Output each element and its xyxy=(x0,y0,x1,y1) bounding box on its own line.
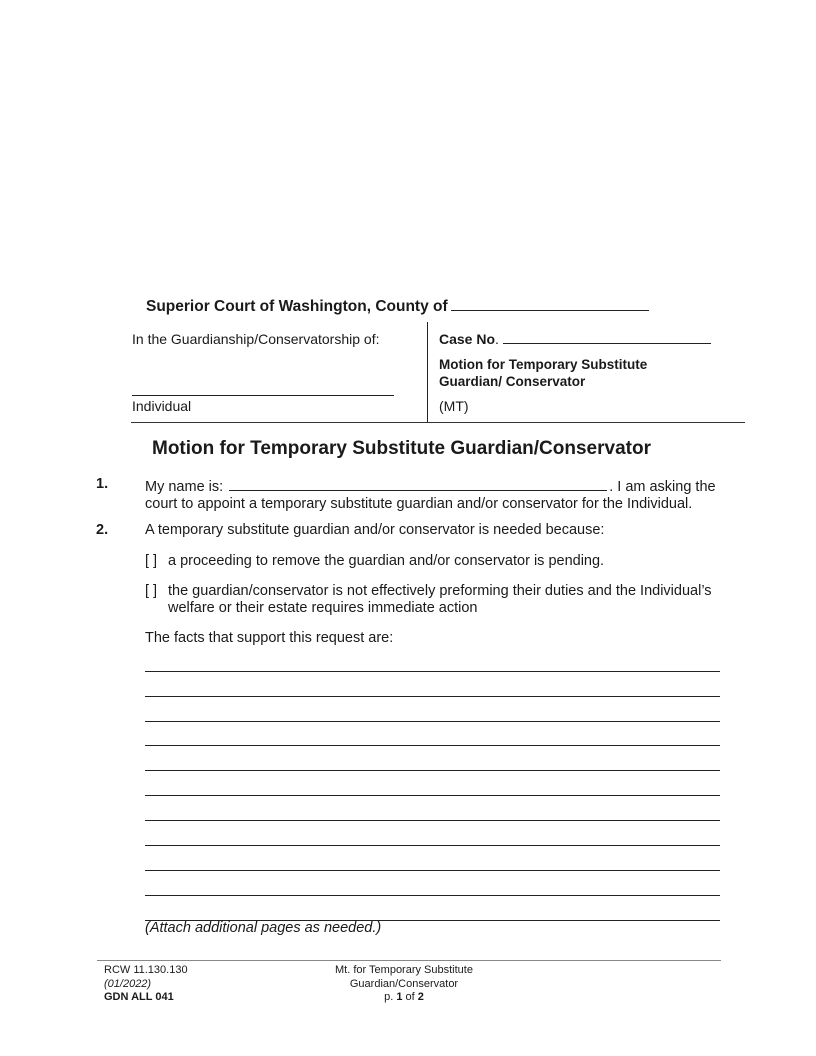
footer-title-line2: Guardian/Conservator xyxy=(349,977,459,990)
case-number-label: Case No xyxy=(439,331,496,347)
case-number-blank[interactable] xyxy=(503,331,711,344)
section-1-number: 1. xyxy=(96,476,109,492)
attach-note: (Attach additional pages as needed.) xyxy=(145,920,382,936)
doc-title-line1: Motion for Temporary Substitute xyxy=(439,357,648,372)
facts-label: The facts that support this request are: xyxy=(145,630,394,646)
footer-left xyxy=(104,964,188,1005)
section-1-line2: court to appoint a temporary substitute guardian and/or conservator for the Individual. xyxy=(145,496,693,512)
facts-line[interactable] xyxy=(145,870,720,871)
footer-page-number xyxy=(304,991,504,1005)
facts-line[interactable] xyxy=(145,721,720,722)
page-total: 2 xyxy=(417,991,424,1003)
page-prefix: p. xyxy=(384,991,394,1003)
facts-line[interactable] xyxy=(145,895,720,896)
section-2-text: A temporary substitute guardian and/or conservator is needed because: xyxy=(145,522,605,538)
option-2-line1: the guardian/conservator is not effectively preforming their duties and the Individual’s xyxy=(168,583,712,599)
section-1-tail: . I am asking the xyxy=(609,479,716,495)
facts-line[interactable] xyxy=(145,795,720,796)
doc-title-line2: Guardian/ Conservator xyxy=(439,374,586,389)
footer-rcw: RCW 11.130.130 xyxy=(104,964,188,976)
footer-title-line1: Mt. for Temporary Substitute xyxy=(335,964,473,976)
facts-line[interactable] xyxy=(145,770,720,771)
option-2-line2: welfare or their estate requires immediate action xyxy=(168,600,478,616)
footer-divider xyxy=(97,960,721,961)
caption-vertical-divider xyxy=(427,322,428,422)
case-number: Case No. xyxy=(439,331,711,347)
doc-code: (MT) xyxy=(439,398,469,414)
facts-line[interactable] xyxy=(145,845,720,846)
option-2-text xyxy=(168,583,728,617)
page-of: of xyxy=(405,991,415,1003)
facts-line[interactable] xyxy=(145,745,720,746)
footer-center xyxy=(304,964,504,1005)
court-heading xyxy=(146,296,649,316)
court-heading-text: Superior Court of Washington, County of xyxy=(146,298,448,315)
footer-date: (01/2022) xyxy=(104,977,152,990)
my-name-blank[interactable] xyxy=(229,476,607,491)
section-1-lead: My name is: xyxy=(145,479,224,495)
individual-name-blank[interactable] xyxy=(132,395,394,396)
option-1-text: a proceeding to remove the guardian and/or conservator is pending. xyxy=(168,553,605,569)
page-title: Motion for Temporary Substitute Guardian/Conservator xyxy=(152,438,651,459)
option-2-checkbox[interactable]: [ ] xyxy=(145,583,158,599)
page-current: 1 xyxy=(396,991,403,1003)
county-blank[interactable] xyxy=(451,296,649,311)
caption-horizontal-divider xyxy=(131,422,745,423)
section-2-number: 2. xyxy=(96,522,109,538)
footer-form-code: GDN ALL 041 xyxy=(104,991,174,1003)
facts-line[interactable] xyxy=(145,671,720,672)
facts-line[interactable] xyxy=(145,696,720,697)
individual-label: Individual xyxy=(132,398,192,414)
caption-in-the-matter: In the Guardianship/Conservatorship of: xyxy=(132,331,380,347)
caption-document-title xyxy=(439,356,699,390)
section-1-text xyxy=(145,476,720,513)
facts-line[interactable] xyxy=(145,820,720,821)
option-1-checkbox[interactable]: [ ] xyxy=(145,553,158,569)
